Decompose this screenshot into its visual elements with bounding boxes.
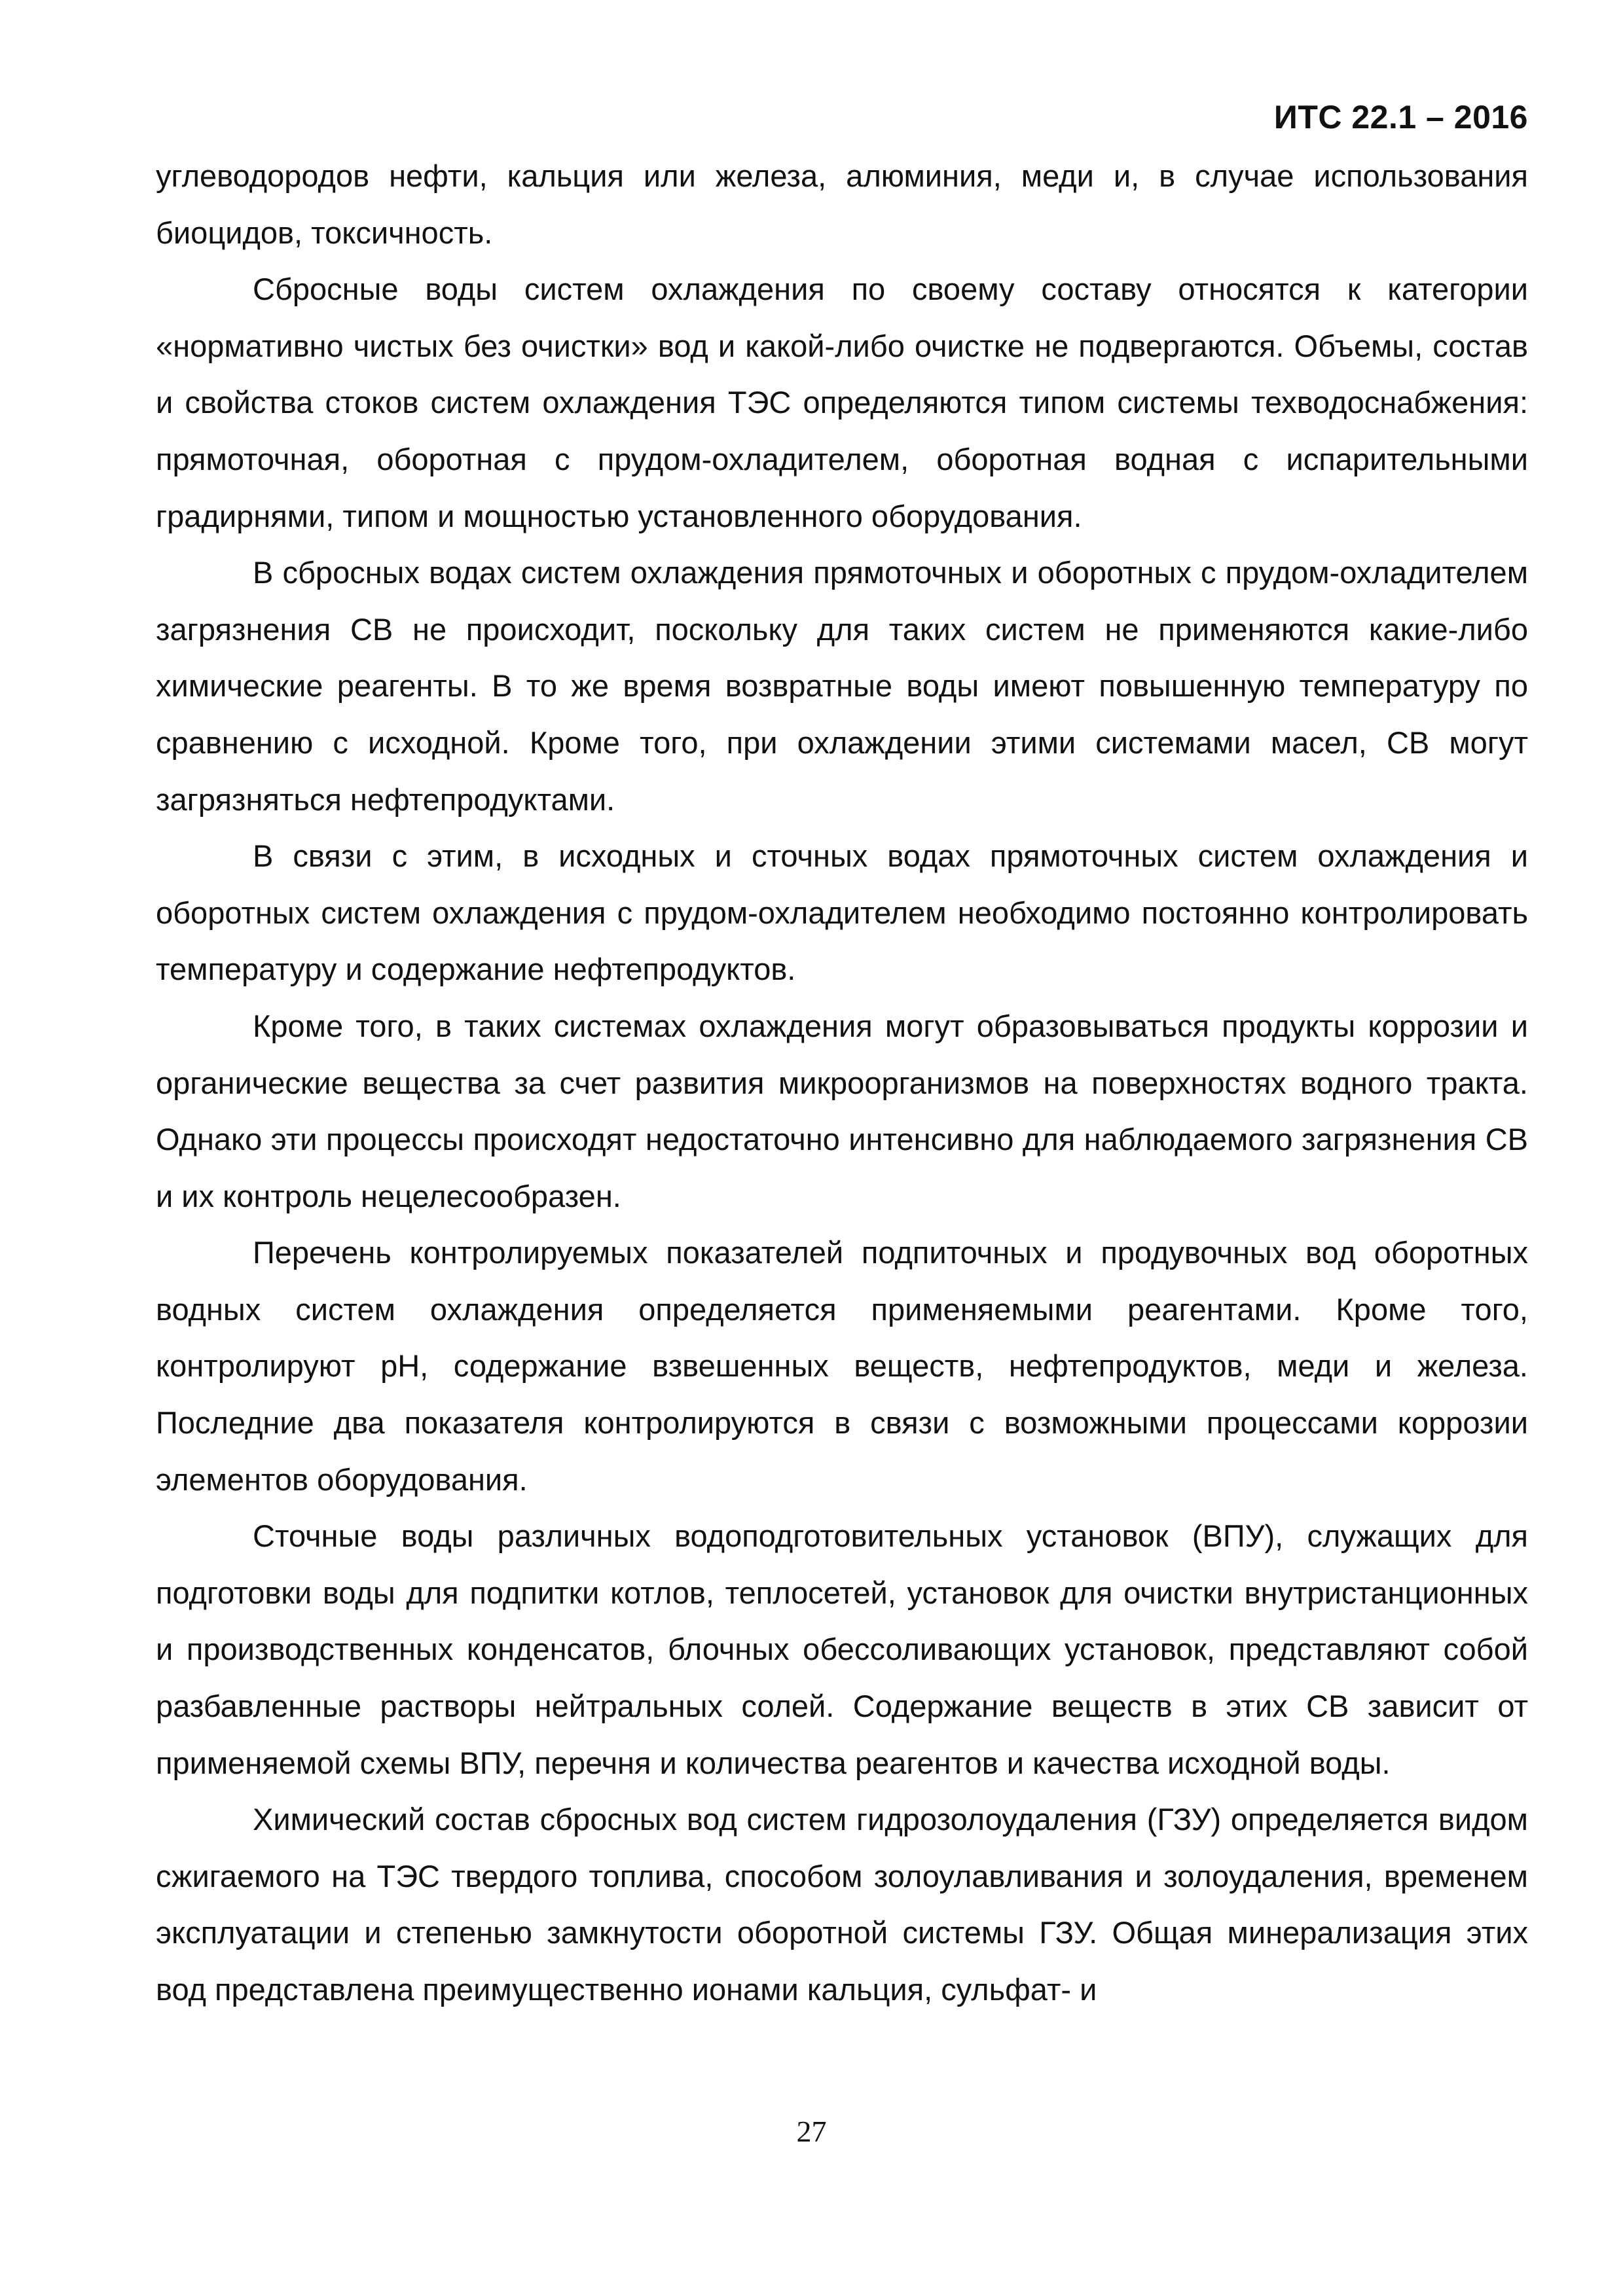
paragraph-water-treatment-plants: Сточные воды различных водоподготовительных установок (ВПУ), служащих для подготовки воды для подпитки котлов, теплосетей, установок для очистки внутристанционных и производственных конденсатов, блочных обессоливающих установок, представляют собой разбавленные растворы нейтральных солей. Содержание веществ в этих СВ зависит от применяемой схемы ВПУ, перечня и количества реагентов и качества исходной воды. [156,1518,1528,1780]
paragraph-cooling-discharge: Сбросные воды систем охлаждения по своему составу относятся к категории «нормативно чистых без очистки» вод и какой-либо очистке не подвергаются. Объемы, состав и свойства стоков систем охлаждения ТЭС определяются типом системы техводоснабжения: прямоточная, оборотная с прудом-охладителем, оборотная водная с испарительными градирнями, типом и мощностью установленного оборудования. [156,272,1528,533]
body-text [156,148,1528,2018]
paragraph-continuation: углеводородов нефти, кальция или железа, алюминия, меди и, в случае использования биоцидов, токсичность. [156,158,1528,250]
paragraph-hydraulic-ash-removal: Химический состав сбросных вод систем гидрозолоудаления (ГЗУ) определяется видом сжигаемого на ТЭС твердого топлива, способом золоулавливания и золоудаления, временем эксплуатации и степенью замкнутости оборотной системы ГЗУ. Общая минерализация этих вод представлена преимущественно ионами кальция, сульфат- и [156,1802,1528,2007]
paragraph-corrosion-products: Кроме того, в таких системах охлаждения могут образовываться продукты коррозии и органические вещества за счет развития микроорганизмов на поверхностях водного тракта. Однако эти процессы происходят недостаточно интенсивно для наблюдаемого загрязнения СВ и их контроль нецелесообразен. [156,1008,1528,1213]
page-number: 27 [796,2115,827,2148]
paragraph-monitoring: В связи с этим, в исходных и сточных водах прямоточных систем охлаждения и оборотных систем охлаждения с прудом-охладителем необходимо постоянно контролировать температуру и содержание нефтепродуктов. [156,838,1528,987]
paragraph-once-through-systems: В сбросных водах систем охлаждения прямоточных и оборотных с прудом-охладителем загрязнения СВ не происходит, поскольку для таких систем не применяются какие-либо химические реагенты. В то же время возвратные воды имеют повышенную температуру по сравнению с исходной. Кроме того, при охлаждении этими системами масел, СВ могут загрязняться нефтепродуктами. [156,555,1528,817]
document-code-header: ИТС 22.1 – 2016 [1273,99,1528,135]
paragraph-controlled-parameters: Перечень контролируемых показателей подпиточных и продувочных вод оборотных водных систем охлаждения определяется применяемыми реагентами. Кроме того, контролируют pH, содержание взвешенных веществ, нефтепродуктов, меди и железа. Последние два показателя контролируются в связи с возможными процессами коррозии элементов оборудования. [156,1235,1528,1497]
